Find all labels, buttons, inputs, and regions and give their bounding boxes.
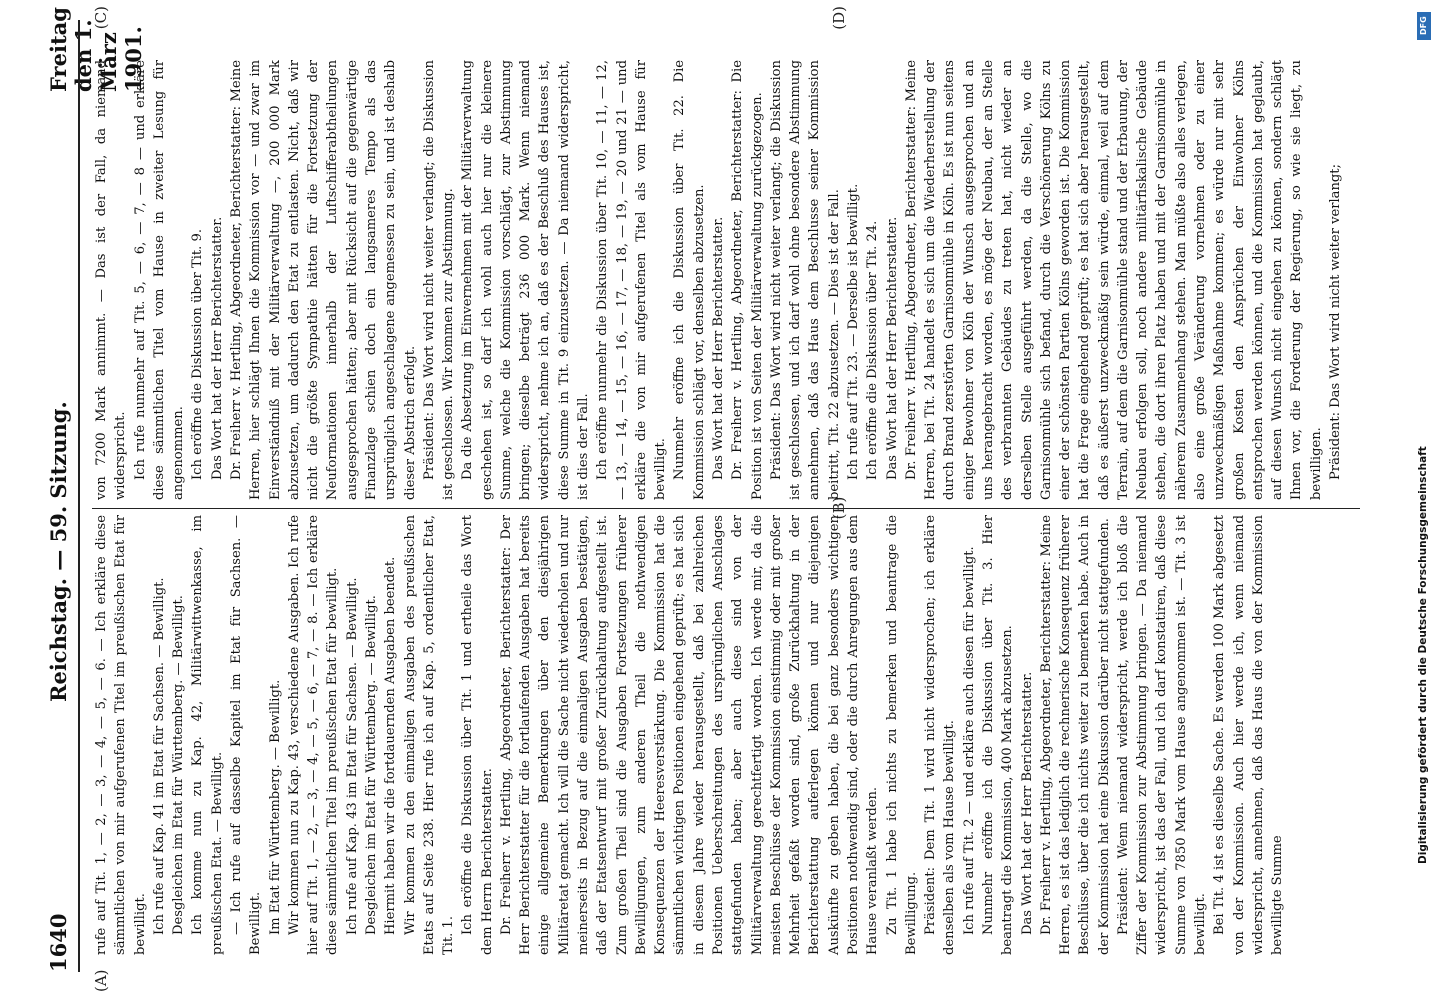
paragraph: Dr. Freiherr v. Hertling, Abgeordneter, Berichterstatter: Meine Herren, es ist das lediglich die rechnerische Konsequenz früherer Beschlüsse, über die ich nichts weiter zu bemerken habe. Auch in der Kommission hat eine Diskussion darüber nicht stattgefunden. [1038,515,1112,955]
paragraph: Das Wort hat der Herr Berichterstatter. [711,216,726,480]
paragraph: Ich eröffne die Diskussion über Tit. 24. [865,220,881,480]
paragraph: Ich rufe nunmehr auf Tit. 5, — 6, — 7, — 8 — und erkläre diese sämmtlichen Titel vom Hause in zweiter Lesung für angenommen. [132,60,187,500]
left-column [92,515,1287,955]
header-rule [78,20,80,972]
paragraph: Das Wort hat der Herr Berichterstatter. [209,216,225,480]
margin-mark-c: (C) [92,6,110,30]
paragraph: Dr. Freiherr v. Hertling, Abgeordneter, Berichterstatter: Die Position ist von Seiten der Militärverwaltung zurückgezogen. [730,60,765,500]
header-title-left: Reichstag. — 59. Sitzung. [46,401,71,702]
page-number: 1640 [46,913,71,972]
header-title-right: Freitag den 1. März 1901. [46,7,146,92]
paragraph: Desgleichen im Etat für Württemberg. — Bewilligt. [171,595,187,935]
paragraph: Dr. Freiherr v. Hertling, Abgeordneter, Berichterstatter: Meine Herren, bei Tit. 24 handelt es sich um die Wiederherstellung der durch Brand zerstörten Garnisonmühle in Köln. Es ist nun seitens einiger Bewohner von Köln der Wunsch ausgesprochen und an uns herangebracht worden, es möge der Neubau, der an Stelle des verbrannten Gebäudes zu treten hat, nicht wieder an derselben Stelle ausgeführt werden, da die Stelle, wo die Garnisonmühle sich befand, durch die Verschönerung Kölns zu einer der schönsten Partien Kölns geworden ist. Die Kommission hat die Frage eingehend geprüft; es hat sich aber herausgestellt, daß es äußerst unzweckmäßig sein würde, einmal, weil auf dem Terrain, auf dem die Garnisonmühle stand und der Erbauung, der Neubau erfolgen soll, noch andere militärfiskalische Gebäude stehen, die dort ihren Platz haben und mit der Garnisonmühle in näherem Zusammenhang stehen. Man müßte also alles verlegen, also eine große Veränderung vornehmen oder zu einer unzweckmäßigen Maßnahme kommen; es würde nur mit sehr großen Kosten den Ansprüchen der Einwohner Kölns entsprochen werden können, und die Kommission hat geglaubt, auf diesen Wunsch nicht eingehen zu können, sondern schlägt Ihnen vor, die Forderung der Regierung, so wie sie liegt, zu bewilligen. [903,60,1324,500]
paragraph: Das Wort hat der Herr Berichterstatter. [1019,671,1035,935]
paragraph: Ich rufe auf Kap. 43 im Etat für Sachsen. — Bewilligt. [344,577,360,935]
paragraph: Präsident: Das Wort wird nicht weiter verlangt; die Diskussion ist geschlossen, und ich darf wohl ohne besondere Abstimmung annehmen, daß das Haus dem Beschlusse seiner Kommission beitritt, Tit. 22 abzusetzen. — Dies ist der Fall. [768,60,842,500]
paragraph: Im Etat für Württemberg. — Bewilligt. [267,679,283,935]
digitization-note [1415,8,1433,993]
paragraph: Zu Tit. 1 habe ich nichts zu bemerken und beantrage die Bewilligung. [884,515,919,955]
paragraph: Da die Absetzung im Einvernehmen mit der Militärverwaltung geschehen ist, so darf ich wohl auch hier nur die kleinere Summe, welche die Kommission vorschlägt, zur Abstimmung bringen; dieselbe beträgt 236 000 Mark. Wenn niemand widerspricht, nehme ich an, daß es der Beschluß des Hauses ist, diese Summe in Tit. 9 einzusetzen. — Da niemand widerspricht, ist dies der Fall. [460,60,592,500]
paragraph: Ich rufe auf Tit. 2 — und erkläre auch diesen für bewilligt. [961,546,977,935]
paragraph: rufe auf Tit. 1, — 2, — 3, — 4, — 5, — 6. — Ich erkläre diese sämmtlichen von mir aufgerufenen Titel im preußischen Etat für bewilligt. [94,515,148,955]
paragraph: Präsident: Das Wort wird nicht weiter verlangt; [1328,164,1343,480]
right-column [92,60,1345,500]
paragraph: von 7200 Mark annimmt. — Das ist der Fall, da niemand widerspricht. [94,60,129,500]
paragraph: Nunmehr eröffne ich die Diskussion über Tit. 22. Die Kommission schlägt vor, denselben abzusetzen. [672,60,707,500]
paragraph: Wir kommen zu den einmaligen Ausgaben des preußischen Etats auf Seite 238. Hier rufe ich auf Kap. 5, ordentlicher Etat, Tit. 1. [402,515,457,955]
paragraph: Nunmehr eröffne ich die Diskussion über Tit. 3. Hier beantragt die Kommission, 400 Mark abzusetzen. [980,515,1016,955]
paragraph: Desgleichen im Etat für Württemberg. — Bewilligt. [363,595,379,935]
margin-mark-d: (D) [830,6,848,30]
paragraph: Ich rufe auf Kap. 41 im Etat für Sachsen. — Bewilligt. [151,577,167,935]
paragraph: Präsident: Dem Tit. 1 wird nicht widersprochen; ich erkläre denselben als vom Hause bewilligt. [923,515,958,955]
dfg-logo: DFG [1417,12,1431,40]
paragraph: Ich rufe auf Tit. 23. — Derselbe ist bewilligt. [845,183,861,480]
paragraph: Ich komme nun zu Kap. 42, Militärwittwenkasse, im preußischen Etat. — Bewilligt. [190,515,225,955]
margin-mark-b: (B) [830,496,848,520]
paragraph: Das Wort hat der Herr Berichterstatter. [884,216,900,480]
paragraph: Dr. Freiherr v. Hertling, Abgeordneter, Berichterstatter: Meine Herren, hier schlägt Ihnen die Kommission vor — und zwar im Einverständniß mit der Militärverwaltung —, 200 000 Mark abzusetzen, um dadurch den Etat zu entlasten. Nicht, daß wir nicht die größte Sympathie hätten für die Fortsetzung der Neuformationen innerhalb der Luftschifferabtheilungen ausgesprochen hätten; aber mit Rücksicht auf die gegenwärtige Finanzlage schien doch ein langsameres Tempo als das ursprünglich angeschlagene angemessen zu sein, und ist deshalb dieser Abstrich erfolgt. [228,60,418,500]
paragraph: Präsident: Das Wort wird nicht weiter verlangt; die Diskussion ist geschlossen. Wir kommen zur Abstimmung. [421,60,457,500]
paragraph: Ich eröffne die Diskussion über Tit. 1 und ertheile das Wort dem Herrn Berichterstatter. [460,515,495,955]
paragraph: Präsident: Wenn niemand widerspricht, werde ich bloß die Ziffer der Kommission zur Abstimmung bringen. — Da niemand widerspricht, ist das der Fall, und ich darf konstatiren, daß diese Summe von 7850 Mark vom Hause angenommen ist. — Tit. 3 ist bewilligt. [1115,515,1209,955]
paragraph: Ich eröffne die Diskussion über Tit. 9. [190,229,206,480]
paragraph: Dr. Freiherr v. Hertling, Abgeordneter, Berichterstatter: Der Herr Berichterstatter für die fortlaufenden Ausgaben hat bereits einige allgemeine Bemerkungen über den diesjährigen Militäretat gemacht. Ich will die Sache nicht wiederholen und nur meinerseits in Bezug auf die einmaligen Ausgaben bestätigen, daß der Etatsentwurf mit großer Zurückhaltung aufgestellt ist. Zum großen Theil sind die Ausgaben Fortsetzungen früherer Bewilligungen, zum anderen Theil die nothwendigen Konsequenzen der Heeresverstärkung. Die Kommission hat die sämmtlichen wichtigen Positionen eingehend geprüft; es hat sich in diesem Jahre wieder herausgestellt, daß bei zahlreichen Positionen Ueberschreitungen des ursprünglichen Anschlages stattgefunden haben; aber auch diese sind von der Militärverwaltung gerechtfertigt worden. Ich werde mir, da die meisten Beschlüsse der Kommission einstimmig oder mit großer Mehrheit gefaßt worden sind, große Zurückhaltung in der Berichterstattung auferlegen können und nur diejenigen Auskünfte zu geben haben, die bei ganz besonders wichtigen Positionen nothwendig sind, oder die durch Anregungen aus dem Hause veranlaßt werden. [498,515,881,955]
paragraph: Ich eröffne nunmehr die Diskussion über Tit. 10, — 11, — 12, — 13, — 14, — 15, — 16, — 17, — 18, — 19, — 20 und 21 — und erkläre die von mir aufgerufenen Titel als vom Hause für bewilligt. [595,60,669,500]
paragraph: Bei Tit. 4 ist es dieselbe Sache. Es werden 100 Mark abgesetzt von der Kommission. Auch hier werde ich, wenn niemand widerspricht, annehmen, daß das Haus die von der Kommission bewilligte Summe [1212,515,1286,955]
paragraph: Wir kommen nun zu Kap. 43, verschiedene Ausgaben. Ich rufe hier auf Tit. 1, — 2, — 3, — 4, — 5, — 6, — 7, — 8. — Ich erkläre diese sämmtlichen Titel im preußischen Etat für bewilligt. [286,515,341,955]
margin-mark-a: (A) [92,969,110,992]
paragraph: — Ich rufe auf dasselbe Kapitel im Etat für Sachsen. — Bewilligt. [228,515,264,955]
column-divider [92,508,1360,509]
paragraph: Hiermit haben wir die fortdauernden Ausgaben beendet. [383,556,399,935]
digitization-text: Digitalisierung gefördert durch die Deutsche Forschungsgemeinschaft [1417,446,1429,864]
